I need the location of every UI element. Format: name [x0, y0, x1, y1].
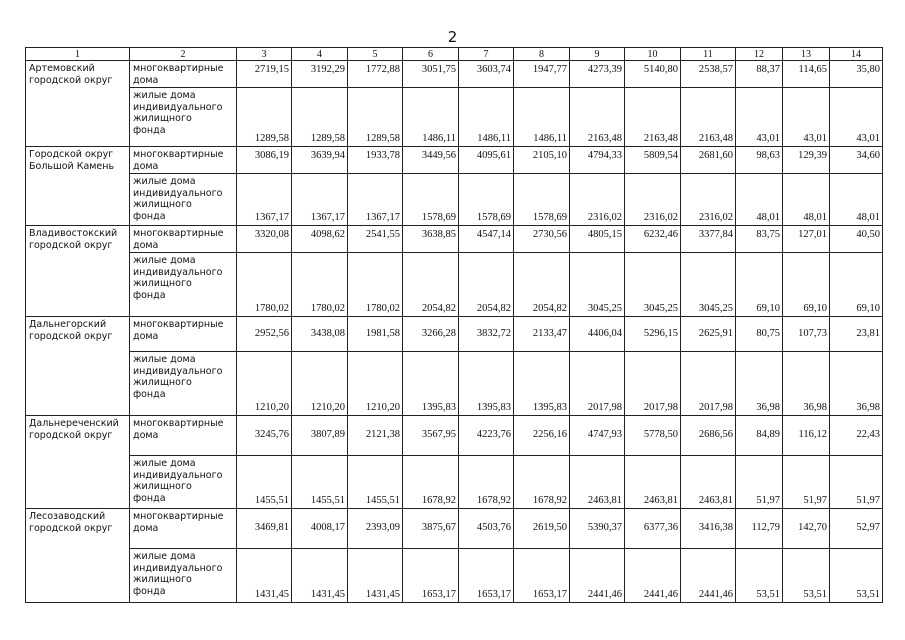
value-cell: 1210,20 — [292, 352, 348, 416]
table-row — [26, 352, 883, 416]
value-cell: 1395,83 — [403, 352, 459, 416]
value-cell: 2121,38 — [348, 416, 403, 456]
value-cell: 3567,95 — [403, 416, 459, 456]
value-cell: 3245,76 — [237, 416, 292, 456]
table-row — [26, 174, 883, 226]
value-cell: 3603,74 — [459, 61, 514, 88]
value-cell: 5140,80 — [625, 61, 681, 88]
value-cell: 3449,56 — [403, 147, 459, 174]
value-cell: 98,63 — [736, 147, 783, 174]
value-cell: 3438,08 — [292, 317, 348, 352]
value-cell: 1455,51 — [348, 456, 403, 509]
column-number-row — [26, 48, 883, 61]
value-cell: 2393,09 — [348, 509, 403, 549]
value-cell: 2256,16 — [514, 416, 570, 456]
housing-type: жилые дома индивидуального жилищного фонда — [130, 456, 237, 509]
value-cell: 2463,81 — [570, 456, 625, 509]
value-cell: 1431,45 — [237, 549, 292, 603]
value-cell: 1367,17 — [348, 174, 403, 226]
value-cell: 1578,69 — [403, 174, 459, 226]
value-cell: 48,01 — [736, 174, 783, 226]
housing-type: многоквартирные дома — [130, 61, 237, 88]
column-header: 2 — [130, 48, 237, 61]
housing-type: многоквартирные дома — [130, 509, 237, 549]
page-number: 2 — [447, 28, 458, 46]
value-cell: 1210,20 — [348, 352, 403, 416]
value-cell: 4223,76 — [459, 416, 514, 456]
value-cell: 2441,46 — [570, 549, 625, 603]
value-cell: 2017,98 — [570, 352, 625, 416]
housing-type: жилые дома индивидуального жилищного фонда — [130, 352, 237, 416]
column-header: 13 — [783, 48, 830, 61]
district-name: Городской округ Большой Камень — [26, 147, 130, 226]
value-cell: 2681,60 — [681, 147, 736, 174]
value-cell: 2316,02 — [681, 174, 736, 226]
value-cell: 53,51 — [830, 549, 883, 603]
table-body — [26, 61, 883, 603]
value-cell: 2719,15 — [237, 61, 292, 88]
value-cell: 112,79 — [736, 509, 783, 549]
value-cell: 2105,10 — [514, 147, 570, 174]
value-cell: 2054,82 — [459, 253, 514, 317]
value-cell: 40,50 — [830, 226, 883, 253]
table-row — [26, 317, 883, 352]
value-cell: 2538,57 — [681, 61, 736, 88]
value-cell: 36,98 — [736, 352, 783, 416]
value-cell: 6232,46 — [625, 226, 681, 253]
value-cell: 1289,58 — [348, 88, 403, 147]
value-cell: 2163,48 — [681, 88, 736, 147]
value-cell: 3045,25 — [625, 253, 681, 317]
table-row — [26, 88, 883, 147]
value-cell: 116,12 — [783, 416, 830, 456]
value-cell: 1653,17 — [514, 549, 570, 603]
value-cell: 4747,93 — [570, 416, 625, 456]
value-cell: 1289,58 — [237, 88, 292, 147]
value-cell: 3266,28 — [403, 317, 459, 352]
value-cell: 51,97 — [736, 456, 783, 509]
value-cell: 43,01 — [783, 88, 830, 147]
value-cell: 84,89 — [736, 416, 783, 456]
value-cell: 6377,36 — [625, 509, 681, 549]
column-header: 7 — [459, 48, 514, 61]
value-cell: 48,01 — [783, 174, 830, 226]
housing-type: многоквартирные дома — [130, 317, 237, 352]
value-cell: 1486,11 — [403, 88, 459, 147]
value-cell: 5296,15 — [625, 317, 681, 352]
value-cell: 1981,58 — [348, 317, 403, 352]
value-cell: 3469,81 — [237, 509, 292, 549]
value-cell: 2017,98 — [625, 352, 681, 416]
value-cell: 1653,17 — [459, 549, 514, 603]
value-cell: 127,01 — [783, 226, 830, 253]
district-name: Лесозаводский городской округ — [26, 509, 130, 603]
value-cell: 2441,46 — [681, 549, 736, 603]
value-cell: 1780,02 — [348, 253, 403, 317]
column-header: 1 — [26, 48, 130, 61]
value-cell: 1933,78 — [348, 147, 403, 174]
value-cell: 53,51 — [736, 549, 783, 603]
value-cell: 1367,17 — [292, 174, 348, 226]
value-cell: 4095,61 — [459, 147, 514, 174]
value-cell: 3377,84 — [681, 226, 736, 253]
value-cell: 1395,83 — [514, 352, 570, 416]
value-cell: 4406,04 — [570, 317, 625, 352]
value-cell: 1678,92 — [403, 456, 459, 509]
value-cell: 51,97 — [830, 456, 883, 509]
housing-type: жилые дома индивидуального жилищного фонда — [130, 253, 237, 317]
value-cell: 69,10 — [736, 253, 783, 317]
housing-type: многоквартирные дома — [130, 416, 237, 456]
value-cell: 48,01 — [830, 174, 883, 226]
value-cell: 1367,17 — [237, 174, 292, 226]
value-cell: 4794,33 — [570, 147, 625, 174]
table-row — [26, 509, 883, 549]
value-cell: 88,37 — [736, 61, 783, 88]
value-cell: 3639,94 — [292, 147, 348, 174]
value-cell: 5778,50 — [625, 416, 681, 456]
value-cell: 1772,88 — [348, 61, 403, 88]
value-cell: 114,65 — [783, 61, 830, 88]
value-cell: 4547,14 — [459, 226, 514, 253]
column-header: 9 — [570, 48, 625, 61]
table-row — [26, 456, 883, 509]
value-cell: 43,01 — [830, 88, 883, 147]
value-cell: 3320,08 — [237, 226, 292, 253]
value-cell: 1210,20 — [237, 352, 292, 416]
value-cell: 2463,81 — [681, 456, 736, 509]
value-cell: 2541,55 — [348, 226, 403, 253]
value-cell: 35,80 — [830, 61, 883, 88]
value-cell: 2730,56 — [514, 226, 570, 253]
value-cell: 1486,11 — [459, 88, 514, 147]
value-cell: 52,97 — [830, 509, 883, 549]
value-cell: 1431,45 — [348, 549, 403, 603]
value-cell: 2619,50 — [514, 509, 570, 549]
value-cell: 1431,45 — [292, 549, 348, 603]
column-header: 11 — [681, 48, 736, 61]
value-cell: 2133,47 — [514, 317, 570, 352]
value-cell: 1289,58 — [292, 88, 348, 147]
district-name: Артемовский городской округ — [26, 61, 130, 147]
value-cell: 2316,02 — [625, 174, 681, 226]
value-cell: 5809,54 — [625, 147, 681, 174]
housing-type: жилые дома индивидуального жилищного фонда — [130, 88, 237, 147]
value-cell: 80,75 — [736, 317, 783, 352]
value-cell: 2163,48 — [570, 88, 625, 147]
value-cell: 69,10 — [830, 253, 883, 317]
column-header: 3 — [237, 48, 292, 61]
value-cell: 3832,72 — [459, 317, 514, 352]
value-cell: 5390,37 — [570, 509, 625, 549]
value-cell: 142,70 — [783, 509, 830, 549]
value-cell: 2017,98 — [681, 352, 736, 416]
tariff-table — [25, 47, 883, 603]
value-cell: 51,97 — [783, 456, 830, 509]
table-row — [26, 549, 883, 603]
value-cell: 3638,85 — [403, 226, 459, 253]
table-header — [26, 48, 883, 61]
district-name: Дальнегорский городской округ — [26, 317, 130, 416]
column-header: 14 — [830, 48, 883, 61]
value-cell: 2625,91 — [681, 317, 736, 352]
value-cell: 1947,77 — [514, 61, 570, 88]
value-cell: 3045,25 — [681, 253, 736, 317]
column-header: 10 — [625, 48, 681, 61]
value-cell: 3875,67 — [403, 509, 459, 549]
housing-type: многоквартирные дома — [130, 226, 237, 253]
value-cell: 2441,46 — [625, 549, 681, 603]
column-header: 6 — [403, 48, 459, 61]
column-header: 12 — [736, 48, 783, 61]
housing-type: жилые дома индивидуального жилищного фонда — [130, 174, 237, 226]
value-cell: 3086,19 — [237, 147, 292, 174]
value-cell: 1578,69 — [514, 174, 570, 226]
value-cell: 1653,17 — [403, 549, 459, 603]
housing-type: жилые дома индивидуального жилищного фонда — [130, 549, 237, 603]
district-name: Дальнереченский городской округ — [26, 416, 130, 509]
value-cell: 2054,82 — [514, 253, 570, 317]
table-row — [26, 147, 883, 174]
value-cell: 1455,51 — [292, 456, 348, 509]
table-row — [26, 226, 883, 253]
value-cell: 2463,81 — [625, 456, 681, 509]
table-row — [26, 416, 883, 456]
value-cell: 34,60 — [830, 147, 883, 174]
table-row — [26, 253, 883, 317]
value-cell: 3051,75 — [403, 61, 459, 88]
value-cell: 3807,89 — [292, 416, 348, 456]
value-cell: 1780,02 — [237, 253, 292, 317]
housing-type: многоквартирные дома — [130, 147, 237, 174]
district-name: Владивостокский городской округ — [26, 226, 130, 317]
column-header: 8 — [514, 48, 570, 61]
value-cell: 53,51 — [783, 549, 830, 603]
value-cell: 2952,56 — [237, 317, 292, 352]
value-cell: 23,81 — [830, 317, 883, 352]
value-cell: 1395,83 — [459, 352, 514, 416]
value-cell: 3416,38 — [681, 509, 736, 549]
value-cell: 43,01 — [736, 88, 783, 147]
value-cell: 3045,25 — [570, 253, 625, 317]
value-cell: 4805,15 — [570, 226, 625, 253]
value-cell: 69,10 — [783, 253, 830, 317]
value-cell: 4273,39 — [570, 61, 625, 88]
value-cell: 4098,62 — [292, 226, 348, 253]
value-cell: 4008,17 — [292, 509, 348, 549]
value-cell: 1678,92 — [514, 456, 570, 509]
value-cell: 4503,76 — [459, 509, 514, 549]
value-cell: 36,98 — [783, 352, 830, 416]
value-cell: 1780,02 — [292, 253, 348, 317]
value-cell: 2054,82 — [403, 253, 459, 317]
value-cell: 1578,69 — [459, 174, 514, 226]
value-cell: 2163,48 — [625, 88, 681, 147]
value-cell: 36,98 — [830, 352, 883, 416]
column-header: 4 — [292, 48, 348, 61]
value-cell: 22,43 — [830, 416, 883, 456]
value-cell: 1455,51 — [237, 456, 292, 509]
value-cell: 129,39 — [783, 147, 830, 174]
value-cell: 2686,56 — [681, 416, 736, 456]
value-cell: 2316,02 — [570, 174, 625, 226]
value-cell: 83,75 — [736, 226, 783, 253]
value-cell: 1486,11 — [514, 88, 570, 147]
value-cell: 1678,92 — [459, 456, 514, 509]
value-cell: 3192,29 — [292, 61, 348, 88]
value-cell: 107,73 — [783, 317, 830, 352]
column-header: 5 — [348, 48, 403, 61]
table-row — [26, 61, 883, 88]
